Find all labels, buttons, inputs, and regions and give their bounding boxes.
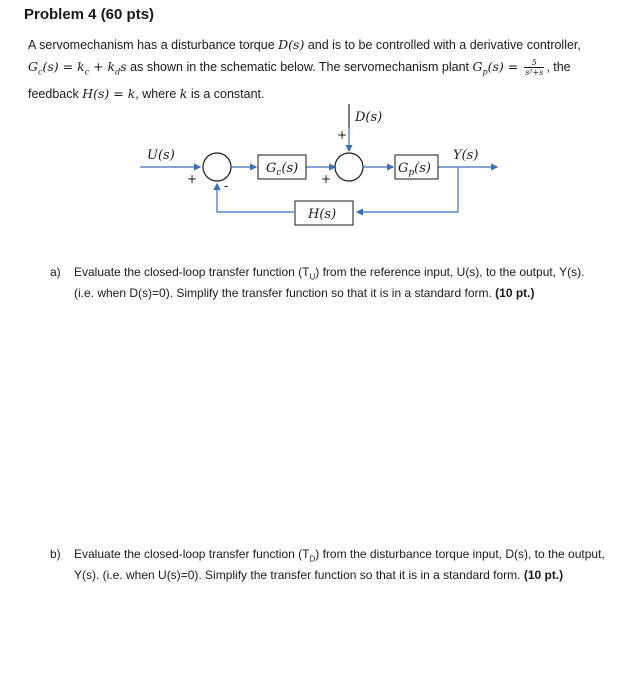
feedback-equation: H(s) = k [82,85,136,101]
plus-sign: + [187,172,198,186]
disturbance-label: D(s) [355,110,383,125]
input-label: U(s) [147,148,175,163]
plant-equation: $G_p(s)$ = [472,59,523,77]
question-b [50,546,605,583]
summing-junction-1 [203,153,231,181]
output-label: Y(s) [453,148,479,163]
plant-label: $G_p(s)$ [398,161,431,178]
question-text: Evaluate the closed-loop transfer function $(T_U)$ from the reference input, U(s), to the output, Y(s). (i.e. when D(s)=0). Simplify the transfer function so that it is in a standard form. (10 pt.) [74,265,585,301]
intro-text: , where [135,86,180,101]
intro-text: , the [546,60,571,74]
minus-sign: - [224,179,229,193]
question-points: (10 pt.) [523,568,564,583]
controller-label: $G_c(s)$ [266,161,299,178]
k-symbol: k [179,85,188,101]
question-points: (10 pt.) [495,286,535,301]
problem-title: Problem 4 (60 pts) [24,6,155,23]
question-label: a) [50,265,61,279]
intro-text: A servomechanism has a disturbance torque [28,38,279,52]
feedback-line [217,184,294,212]
question-a [50,264,605,301]
intro-text: as shown in the schematic below. The servomechanism plant [126,60,473,74]
question-text: Evaluate the closed-loop transfer function $(T_D)$ from the disturbance torque input, D(s), to the output, Y(s). (i.e. when U(s)=0). Simplify the transfer function so that it is in a standard form. (10 pt.) [74,547,605,583]
plant-fraction: $\frac{5}{\text{s²+s}}$ [525,58,544,78]
intro-text: and is to be controlled with a derivative controller, [304,38,581,52]
plus-sign: + [337,128,348,142]
question-label: b) [50,547,61,561]
intro-text: is a constant. [187,86,265,101]
intro-text: feedback [28,86,83,101]
plus-sign: + [321,172,332,186]
summing-junction-2 [335,153,363,181]
controller-equation: $G_c(s) = k_c + k_ds$ [28,59,127,77]
disturbance-symbol: D(s) [278,37,305,52]
feedback-label: H(s) [308,207,337,222]
